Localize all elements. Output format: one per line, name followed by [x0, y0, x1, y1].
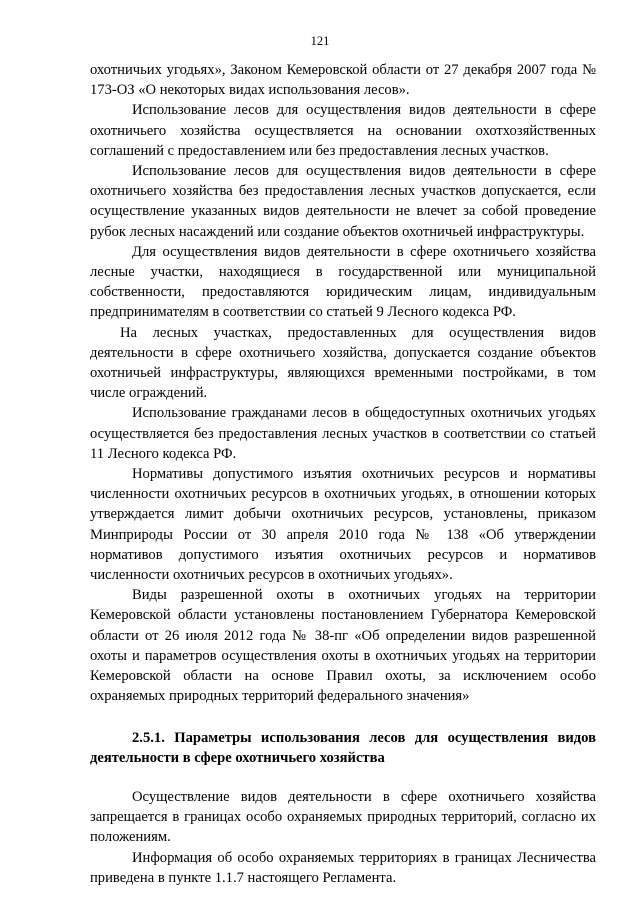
paragraph: На лесных участках, предоставленных для осуществления видов деятельности в сфере охотничьего хозяйства, допускается создание объектов охотничьей инфраструктуры, являющихся временными постройками, в том числе ограждений.	[90, 324, 596, 402]
paragraph: Нормативы допустимого изъятия охотничьих ресурсов и нормативы численности охотничьих ресурсов в охотничьих угодьях, в отношении которых утверждается лимит добычи охотничьих ресурсов, установлены, приказом Минприроды России от 30 апреля 2010 года № 138 «Об утверждении нормативов допустимого изъятия охотничьих ресурсов и нормативов численности охотничьих ресурсов в охотничьих угодьях».	[90, 466, 596, 584]
paragraph: охотничьих угодьях», Законом Кемеровской области от 27 декабря 2007 года № 173-ОЗ «О некоторых видах использования лесов».	[90, 62, 596, 99]
paragraph: Использование лесов для осуществления видов деятельности в сфере охотничьего хозяйства без предоставления лесных участков допускается, если осуществление указанных видов деятельности не влечет за собой проведение рубок лесных насаждений или создание объектов охотничьей инфраструктуры.	[90, 163, 596, 240]
paragraph: Использование лесов для осуществления видов деятельности в сфере охотничьего хозяйства осуществляется на основании охотхозяйственных соглашений с предоставлением или без предоставления лесных участков.	[90, 102, 596, 159]
paragraph: Использование гражданами лесов в общедоступных охотничьих угодьях осуществляется без предоставления лесных участков в соответствии со статьей 11 Лесного кодекса РФ.	[90, 405, 596, 462]
section-heading: 2.5.1. Параметры использования лесов для осуществления видов деятельности в сфере охотничьего хозяйства	[90, 729, 596, 766]
paragraph: Для осуществления видов деятельности в сфере охотничьего хозяйства лесные участки, находящиеся в государственной или муниципальной собственности, предоставляются юридическим лицам, индивидуальным предпринимателям в соответствии со статьей 9 Лесного кодекса РФ.	[90, 243, 596, 321]
paragraph: Информация об особо охраняемых территориях в границах Лесничества приведена в пункте 1.1.7 настоящего Регламента.	[90, 849, 596, 886]
paragraph: Виды разрешенной охоты в охотничьих угодьях на территории Кемеровской области установлены постановлением Губернатора Кемеровской области от 26 июля 2012 года № 38-пг «Об определении видов разрешенной охоты и параметров осуществления охоты в охотничьих угодьях на территории Кемеровской области на основе Правил охоты, за исключением особо охраняемых природных территорий федерального значения»	[90, 587, 596, 705]
paragraph: Осуществление видов деятельности в сфере охотничьего хозяйства запрещается в границах особо охраняемых природных территорий, согласно их положениям.	[90, 788, 596, 846]
page-number: 121	[310, 34, 330, 48]
document-body	[90, 60, 596, 888]
